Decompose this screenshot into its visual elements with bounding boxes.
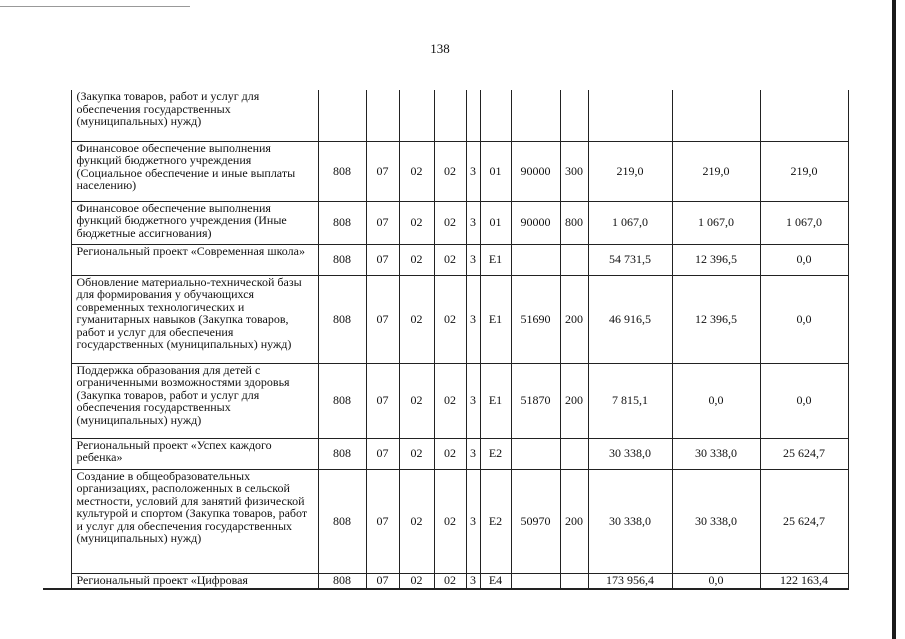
cell-code3 xyxy=(480,90,511,141)
cell-pr: 02 xyxy=(399,573,434,589)
cell-gr: 808 xyxy=(318,469,366,573)
cell-rz: 07 xyxy=(366,363,399,438)
cell-code4: 51690 xyxy=(511,275,560,363)
cell-code4 xyxy=(511,90,560,141)
cell-code2: 3 xyxy=(466,244,480,275)
table-row xyxy=(43,244,848,275)
cell-sum2 xyxy=(672,90,760,141)
cell-code2: 3 xyxy=(466,438,480,469)
cell-code4 xyxy=(511,244,560,275)
scan-top-line xyxy=(0,6,190,7)
table-row xyxy=(43,90,848,141)
blank-cell xyxy=(43,141,71,201)
blank-cell xyxy=(43,469,71,573)
table-row xyxy=(43,275,848,363)
row-name: (Закупка товаров, работ и услуг для обеспечения государственных (муниципальных) нужд) xyxy=(71,90,318,141)
cell-sum2: 12 396,5 xyxy=(672,244,760,275)
table-row xyxy=(43,438,848,469)
cell-pr: 02 xyxy=(399,438,434,469)
cell-gr xyxy=(318,90,366,141)
cell-pr: 02 xyxy=(399,275,434,363)
cell-vr xyxy=(560,573,588,589)
table-row xyxy=(43,141,848,201)
cell-code2: 3 xyxy=(466,469,480,573)
cell-gr: 808 xyxy=(318,573,366,589)
table-row xyxy=(43,573,848,589)
scan-right-edge xyxy=(892,0,896,639)
cell-code2: 3 xyxy=(466,201,480,244)
cell-vr xyxy=(560,90,588,141)
cell-rz: 07 xyxy=(366,573,399,589)
blank-cell xyxy=(43,90,71,141)
cell-vr xyxy=(560,438,588,469)
cell-code4 xyxy=(511,573,560,589)
cell-sum3: 0,0 xyxy=(760,244,848,275)
cell-sum1: 46 916,5 xyxy=(588,275,672,363)
table-row xyxy=(43,363,848,438)
row-name: Региональный проект «Цифровая xyxy=(71,573,318,589)
cell-sum1: 30 338,0 xyxy=(588,469,672,573)
cell-code1: 02 xyxy=(434,469,466,573)
cell-sum1: 173 956,4 xyxy=(588,573,672,589)
cell-sum2: 219,0 xyxy=(672,141,760,201)
cell-sum1: 1 067,0 xyxy=(588,201,672,244)
cell-gr: 808 xyxy=(318,244,366,275)
cell-rz: 07 xyxy=(366,244,399,275)
cell-code2: 3 xyxy=(466,141,480,201)
cell-gr: 808 xyxy=(318,201,366,244)
cell-code3: E1 xyxy=(480,275,511,363)
cell-code2: 3 xyxy=(466,363,480,438)
cell-code1: 02 xyxy=(434,363,466,438)
cell-code1: 02 xyxy=(434,201,466,244)
blank-cell xyxy=(43,573,71,589)
cell-code3: E1 xyxy=(480,363,511,438)
cell-sum1: 54 731,5 xyxy=(588,244,672,275)
cell-sum1: 30 338,0 xyxy=(588,438,672,469)
cell-code4: 50970 xyxy=(511,469,560,573)
cell-sum1 xyxy=(588,90,672,141)
cell-gr: 808 xyxy=(318,141,366,201)
blank-cell xyxy=(43,363,71,438)
cell-pr: 02 xyxy=(399,469,434,573)
cell-rz: 07 xyxy=(366,438,399,469)
row-name: Финансовое обеспечение выполнения функций бюджетного учреждения (Иные бюджетные ассигнования) xyxy=(71,201,318,244)
blank-cell xyxy=(43,244,71,275)
cell-code4: 90000 xyxy=(511,141,560,201)
row-name: Обновление материально-технической базы для формирования у обучающихся современных технологических и гуманитарных навыков (Закупка товаров, работ и услуг для обеспечения государственных (муниципальных) нужд) xyxy=(71,275,318,363)
cell-sum2: 1 067,0 xyxy=(672,201,760,244)
cell-sum3: 25 624,7 xyxy=(760,469,848,573)
row-name: Региональный проект «Успех каждого ребенка» xyxy=(71,438,318,469)
row-name: Финансовое обеспечение выполнения функций бюджетного учреждения (Социальное обеспечение и иные выплаты населению) xyxy=(71,141,318,201)
cell-sum3: 25 624,7 xyxy=(760,438,848,469)
cell-vr: 800 xyxy=(560,201,588,244)
cell-sum3: 1 067,0 xyxy=(760,201,848,244)
cell-code3: 01 xyxy=(480,201,511,244)
cell-code3: E1 xyxy=(480,244,511,275)
cell-code3: E4 xyxy=(480,573,511,589)
cell-code1: 02 xyxy=(434,244,466,275)
cell-rz xyxy=(366,90,399,141)
cell-code3: 01 xyxy=(480,141,511,201)
cell-code1: 02 xyxy=(434,573,466,589)
table-row xyxy=(43,201,848,244)
cell-sum3 xyxy=(760,90,848,141)
cell-vr: 200 xyxy=(560,275,588,363)
cell-sum2: 12 396,5 xyxy=(672,275,760,363)
blank-cell xyxy=(43,275,71,363)
blank-cell xyxy=(43,438,71,469)
cell-rz: 07 xyxy=(366,141,399,201)
cell-sum1: 219,0 xyxy=(588,141,672,201)
cell-pr: 02 xyxy=(399,141,434,201)
cell-sum2: 30 338,0 xyxy=(672,469,760,573)
table-row xyxy=(43,469,848,573)
cell-code2: 3 xyxy=(466,573,480,589)
cell-rz: 07 xyxy=(366,469,399,573)
cell-sum3: 0,0 xyxy=(760,275,848,363)
cell-code2 xyxy=(466,90,480,141)
cell-code1: 02 xyxy=(434,275,466,363)
cell-rz: 07 xyxy=(366,201,399,244)
cell-pr: 02 xyxy=(399,363,434,438)
cell-code2: 3 xyxy=(466,275,480,363)
cell-sum3: 0,0 xyxy=(760,363,848,438)
cell-sum1: 7 815,1 xyxy=(588,363,672,438)
row-name: Региональный проект «Современная школа» xyxy=(71,244,318,275)
page-number: 138 xyxy=(430,41,450,56)
cell-vr: 200 xyxy=(560,469,588,573)
cell-code1 xyxy=(434,90,466,141)
cell-code4 xyxy=(511,438,560,469)
cell-code1: 02 xyxy=(434,438,466,469)
cell-sum2: 0,0 xyxy=(672,363,760,438)
cell-pr: 02 xyxy=(399,201,434,244)
cell-vr: 200 xyxy=(560,363,588,438)
cell-code4: 90000 xyxy=(511,201,560,244)
cell-vr: 300 xyxy=(560,141,588,201)
row-name: Поддержка образования для детей с ограниченными возможностями здоровья (Закупка товаров, работ и услуг для обеспечения государственных (муниципальных) нужд) xyxy=(71,363,318,438)
blank-cell xyxy=(43,201,71,244)
budget-table xyxy=(43,90,849,590)
cell-pr: 02 xyxy=(399,244,434,275)
cell-code1: 02 xyxy=(434,141,466,201)
cell-code4: 51870 xyxy=(511,363,560,438)
cell-pr xyxy=(399,90,434,141)
cell-vr xyxy=(560,244,588,275)
row-name: Создание в общеобразовательных организациях, расположенных в сельской местности, условий для занятий физической культурой и спортом (Закупка товаров, работ и услуг для обеспечения государственных (муниципальных) нужд) xyxy=(71,469,318,573)
cell-sum3: 122 163,4 xyxy=(760,573,848,589)
cell-gr: 808 xyxy=(318,363,366,438)
cell-sum2: 30 338,0 xyxy=(672,438,760,469)
cell-sum3: 219,0 xyxy=(760,141,848,201)
cell-sum2: 0,0 xyxy=(672,573,760,589)
cell-code3: E2 xyxy=(480,469,511,573)
cell-gr: 808 xyxy=(318,275,366,363)
cell-gr: 808 xyxy=(318,438,366,469)
cell-code3: E2 xyxy=(480,438,511,469)
cell-rz: 07 xyxy=(366,275,399,363)
